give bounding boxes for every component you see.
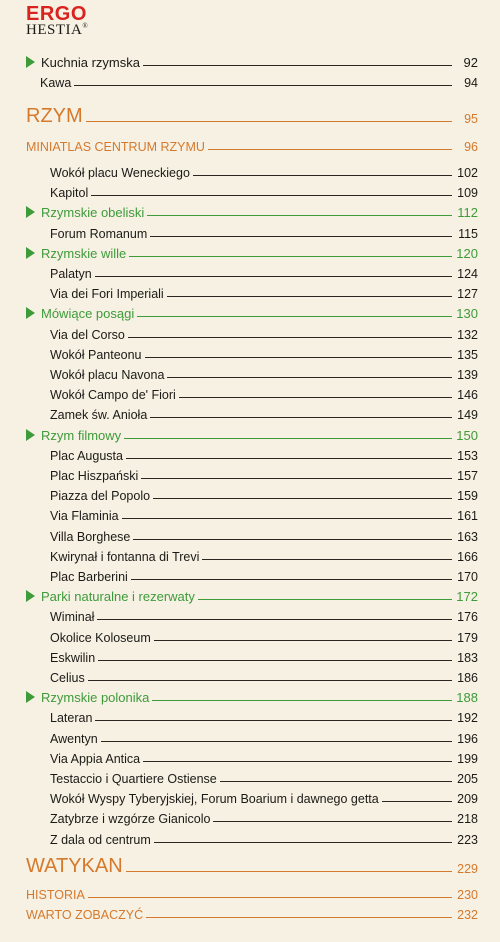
- toc-label: Wiminał: [50, 610, 95, 624]
- toc-page: 166: [457, 550, 478, 564]
- toc-entry[interactable]: [50, 485, 478, 503]
- toc-page: 179: [457, 631, 478, 645]
- toc-label: Zamek św. Anioła: [50, 408, 148, 422]
- toc-entry[interactable]: [50, 566, 478, 584]
- toc-page: 196: [457, 732, 478, 746]
- toc-entry[interactable]: [50, 324, 478, 342]
- toc-label: Via Flaminia: [50, 509, 119, 523]
- toc-page: 161: [457, 509, 478, 523]
- toc-page: 149: [457, 408, 478, 422]
- leader-line: [153, 498, 452, 499]
- toc-page: 157: [457, 469, 478, 483]
- triangle-bullet-icon: [26, 691, 35, 703]
- toc-label: Okolice Koloseum: [50, 631, 151, 645]
- toc-page: 232: [457, 908, 478, 922]
- toc-label: Z dala od centrum: [50, 833, 151, 847]
- toc-label: Parki naturalne i rezerwaty: [41, 589, 195, 604]
- leader-line: [382, 801, 452, 802]
- toc-group-entry[interactable]: [26, 586, 478, 604]
- leader-line: [198, 599, 452, 600]
- toc-label: Wokół Panteonu: [50, 348, 142, 362]
- toc-page: 94: [464, 76, 478, 90]
- toc-entry[interactable]: [50, 263, 478, 281]
- leader-line: [74, 85, 452, 86]
- toc-label: Awentyn: [50, 732, 98, 746]
- toc-entry[interactable]: [50, 728, 478, 746]
- toc-entry[interactable]: [50, 445, 478, 463]
- triangle-bullet-icon: [26, 307, 35, 319]
- toc-group-entry[interactable]: [26, 202, 478, 220]
- toc-page: 159: [457, 489, 478, 503]
- leader-line: [98, 660, 452, 661]
- toc-page: 124: [457, 267, 478, 281]
- toc-page: 230: [457, 888, 478, 902]
- toc-page: 92: [463, 55, 478, 70]
- toc-entry[interactable]: [50, 606, 478, 624]
- toc-entry[interactable]: [50, 162, 478, 180]
- toc-entry-miniatlas[interactable]: [26, 136, 478, 154]
- leader-line: [101, 741, 452, 742]
- section-title: WATYKAN: [26, 855, 123, 877]
- triangle-bullet-icon: [26, 56, 35, 68]
- section-title: RZYM: [26, 105, 83, 127]
- leader-line: [122, 518, 452, 519]
- toc-page: 186: [457, 671, 478, 685]
- leader-line: [86, 121, 452, 122]
- toc-entry[interactable]: [50, 667, 478, 685]
- toc-label: Piazza del Popolo: [50, 489, 151, 503]
- triangle-bullet-icon: [26, 590, 35, 602]
- toc-label: Lateran: [50, 711, 93, 725]
- leader-line: [143, 65, 452, 66]
- toc-section-watykan[interactable]: [26, 852, 478, 878]
- leader-line: [202, 559, 452, 560]
- leader-line: [213, 821, 452, 822]
- triangle-bullet-icon: [26, 206, 35, 218]
- toc-label: HISTORIA: [26, 888, 85, 902]
- toc-page: 120: [456, 246, 478, 261]
- toc-entry[interactable]: [50, 344, 478, 362]
- toc-page: 115: [458, 227, 478, 241]
- leader-line: [167, 296, 452, 297]
- toc-label: MINIATLAS CENTRUM RZYMU: [26, 140, 205, 154]
- toc-entry[interactable]: [50, 647, 478, 665]
- toc-label: Via del Corso: [50, 328, 125, 342]
- toc-group-entry[interactable]: [26, 243, 478, 261]
- toc-entry-kuchnia[interactable]: [26, 52, 478, 70]
- leader-line: [95, 720, 452, 721]
- leader-line: [97, 619, 452, 620]
- toc-label: Via dei Fori Imperiali: [50, 287, 164, 301]
- toc-entry[interactable]: [50, 404, 478, 422]
- toc-page: 229: [457, 862, 478, 876]
- toc-label: Kapitol: [50, 186, 89, 200]
- toc-label: Mówiące posągi: [41, 306, 135, 321]
- toc-page: 170: [457, 570, 478, 584]
- toc-label: Forum Romanum: [50, 227, 148, 241]
- toc-label: Plac Barberini: [50, 570, 128, 584]
- toc-entry-warto[interactable]: [26, 904, 478, 922]
- logo-hestia-text: HESTIA: [26, 22, 83, 38]
- toc-label: Eskwilin: [50, 651, 96, 665]
- triangle-bullet-icon: [26, 429, 35, 441]
- toc-entry[interactable]: [50, 707, 478, 725]
- toc-entry[interactable]: [50, 748, 478, 766]
- leader-line: [154, 842, 452, 843]
- toc-label: WARTO ZOBACZYĆ: [26, 908, 144, 922]
- toc-page: 163: [457, 530, 478, 544]
- toc-entry[interactable]: [50, 526, 478, 544]
- toc-page: 127: [457, 287, 478, 301]
- toc-page: 153: [457, 449, 478, 463]
- toc-label: Wokół Wyspy Tyberyjskiej, Forum Boarium i dawnego getta: [50, 792, 379, 806]
- leader-line: [193, 175, 452, 176]
- toc-label: Wokół Campo de' Fiori: [50, 388, 176, 402]
- leader-line: [152, 700, 452, 701]
- leader-line: [124, 438, 452, 439]
- toc-page: 223: [457, 833, 478, 847]
- leader-line: [88, 680, 452, 681]
- toc-page: 130: [456, 306, 478, 321]
- toc-page: 172: [456, 589, 478, 604]
- leader-line: [145, 357, 453, 358]
- toc-label: Via Appia Antica: [50, 752, 141, 766]
- toc-entry[interactable]: [50, 364, 478, 382]
- toc-entry[interactable]: [50, 546, 478, 564]
- toc-entry[interactable]: [50, 788, 478, 806]
- leader-line: [137, 316, 452, 317]
- logo-registered-mark: ®: [82, 22, 89, 30]
- toc-entry[interactable]: [50, 283, 478, 301]
- toc-page: 218: [457, 812, 478, 826]
- toc-label: Wokół placu Navona: [50, 368, 165, 382]
- leader-line: [131, 579, 452, 580]
- leader-line: [141, 478, 452, 479]
- leader-line: [167, 377, 452, 378]
- toc-entry[interactable]: [50, 768, 478, 786]
- leader-line: [146, 917, 452, 918]
- toc-group-entry[interactable]: [26, 425, 478, 443]
- toc-page: 109: [457, 186, 478, 200]
- leader-line: [95, 276, 452, 277]
- toc-label: Kwirynał i fontanna di Trevi: [50, 550, 200, 564]
- toc-page: 183: [457, 651, 478, 665]
- toc-entry[interactable]: [50, 505, 478, 523]
- leader-line: [88, 897, 452, 898]
- toc-page: 209: [457, 792, 478, 806]
- toc-label: Plac Augusta: [50, 449, 123, 463]
- toc-page: 150: [456, 428, 478, 443]
- toc-entry-historia[interactable]: [26, 884, 478, 902]
- toc-page: 135: [457, 348, 478, 362]
- logo-ergo: ERGO: [26, 3, 87, 25]
- toc-entry[interactable]: [50, 182, 478, 200]
- toc-label: Palatyn: [50, 267, 92, 281]
- toc-page: 95: [464, 112, 478, 126]
- toc-label: Kawa: [40, 76, 72, 90]
- leader-line: [220, 781, 452, 782]
- toc-group-entry[interactable]: [26, 303, 478, 321]
- toc-entry[interactable]: [50, 465, 478, 483]
- toc-label: Testaccio i Quartiere Ostiense: [50, 772, 217, 786]
- leader-line: [179, 397, 452, 398]
- leader-line: [154, 640, 452, 641]
- toc-entry[interactable]: [50, 808, 478, 826]
- toc-group-entry[interactable]: [26, 687, 478, 705]
- toc-label: Plac Hiszpański: [50, 469, 139, 483]
- toc-label: Kuchnia rzymska: [41, 55, 140, 70]
- leader-line: [126, 871, 452, 872]
- toc-label: Celius: [50, 671, 85, 685]
- toc-entry[interactable]: [50, 384, 478, 402]
- leader-line: [147, 215, 452, 216]
- leader-line: [128, 337, 452, 338]
- toc-label: Rzymskie obeliski: [41, 205, 145, 220]
- leader-line: [126, 458, 452, 459]
- toc-page: 199: [457, 752, 478, 766]
- toc-page: 102: [457, 166, 478, 180]
- toc-page: 132: [457, 328, 478, 342]
- toc-page: 146: [457, 388, 478, 402]
- toc-entry-kawa[interactable]: [40, 72, 478, 90]
- leader-line: [150, 236, 452, 237]
- toc-entry[interactable]: [50, 627, 478, 645]
- leader-line: [150, 417, 452, 418]
- toc-page: 112: [457, 205, 478, 220]
- leader-line: [133, 539, 452, 540]
- toc-entry[interactable]: [50, 829, 478, 847]
- toc-label: Zatybrze i wzgórze Gianicolo: [50, 812, 211, 826]
- toc-entry[interactable]: [50, 223, 478, 241]
- toc-label: Rzymskie wille: [41, 246, 127, 261]
- toc-section-rzym[interactable]: [26, 102, 478, 128]
- toc-page: 205: [457, 772, 478, 786]
- leader-line: [208, 149, 452, 150]
- leader-line: [143, 761, 452, 762]
- toc-page: 176: [457, 610, 478, 624]
- toc-page: 188: [456, 690, 478, 705]
- toc-page: 96: [464, 140, 478, 154]
- toc-label: Rzymskie polonika: [41, 690, 150, 705]
- toc-label: Villa Borghese: [50, 530, 131, 544]
- toc-page: 139: [457, 368, 478, 382]
- triangle-bullet-icon: [26, 247, 35, 259]
- leader-line: [91, 195, 452, 196]
- toc-label: Rzym filmowy: [41, 428, 122, 443]
- toc-label: Wokół placu Weneckiego: [50, 166, 190, 180]
- leader-line: [129, 256, 452, 257]
- toc-page: 192: [457, 711, 478, 725]
